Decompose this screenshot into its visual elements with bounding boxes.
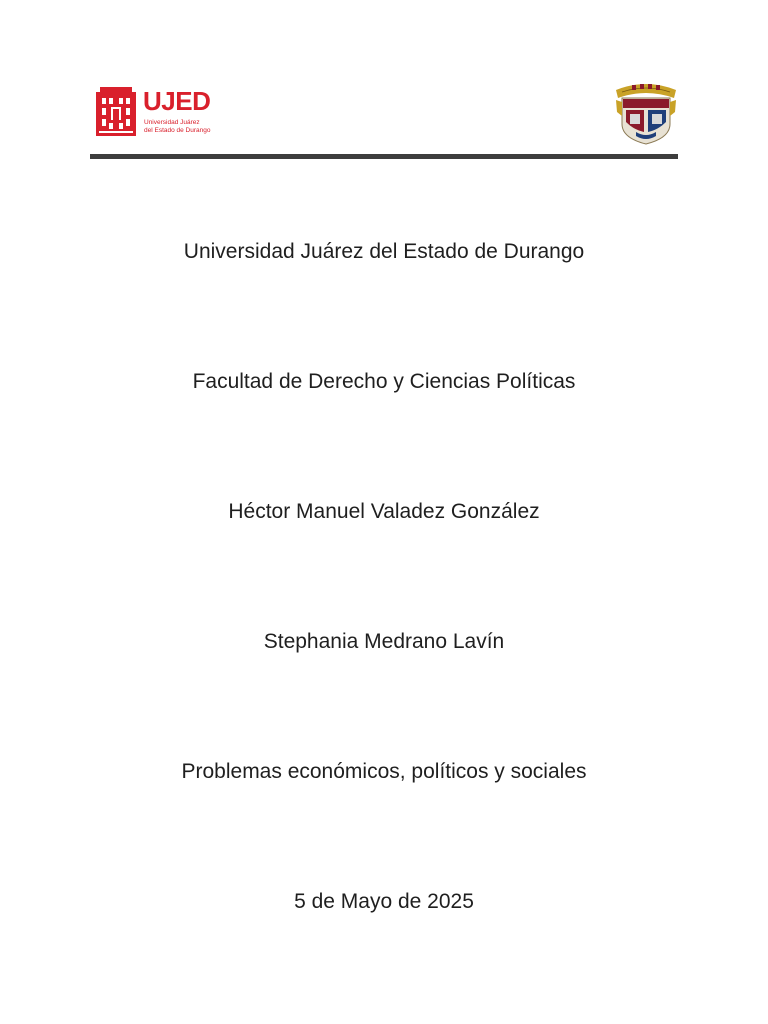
student-name: Stephania Medrano Lavín: [263, 630, 505, 653]
ujed-logo: [96, 86, 216, 140]
subject-title: Problemas económicos, políticos y sociales: [181, 760, 587, 783]
ujed-subtitle-line1: Universidad Juárez: [144, 119, 200, 126]
ujed-building-logo-icon: [96, 86, 136, 136]
ujed-wordmark: UJED: [143, 86, 211, 116]
university-name: Universidad Juárez del Estado de Durango: [183, 240, 585, 263]
professor-name: Héctor Manuel Valadez González: [228, 500, 540, 523]
document-date: 5 de Mayo de 2025: [294, 890, 474, 913]
page-header: [90, 70, 678, 160]
header-divider: [90, 154, 678, 159]
faculty-crest-icon: [614, 76, 678, 146]
ujed-subtitle-line2: del Estado de Durango: [144, 127, 211, 134]
faculty-name: Facultad de Derecho y Ciencias Políticas: [192, 370, 576, 393]
